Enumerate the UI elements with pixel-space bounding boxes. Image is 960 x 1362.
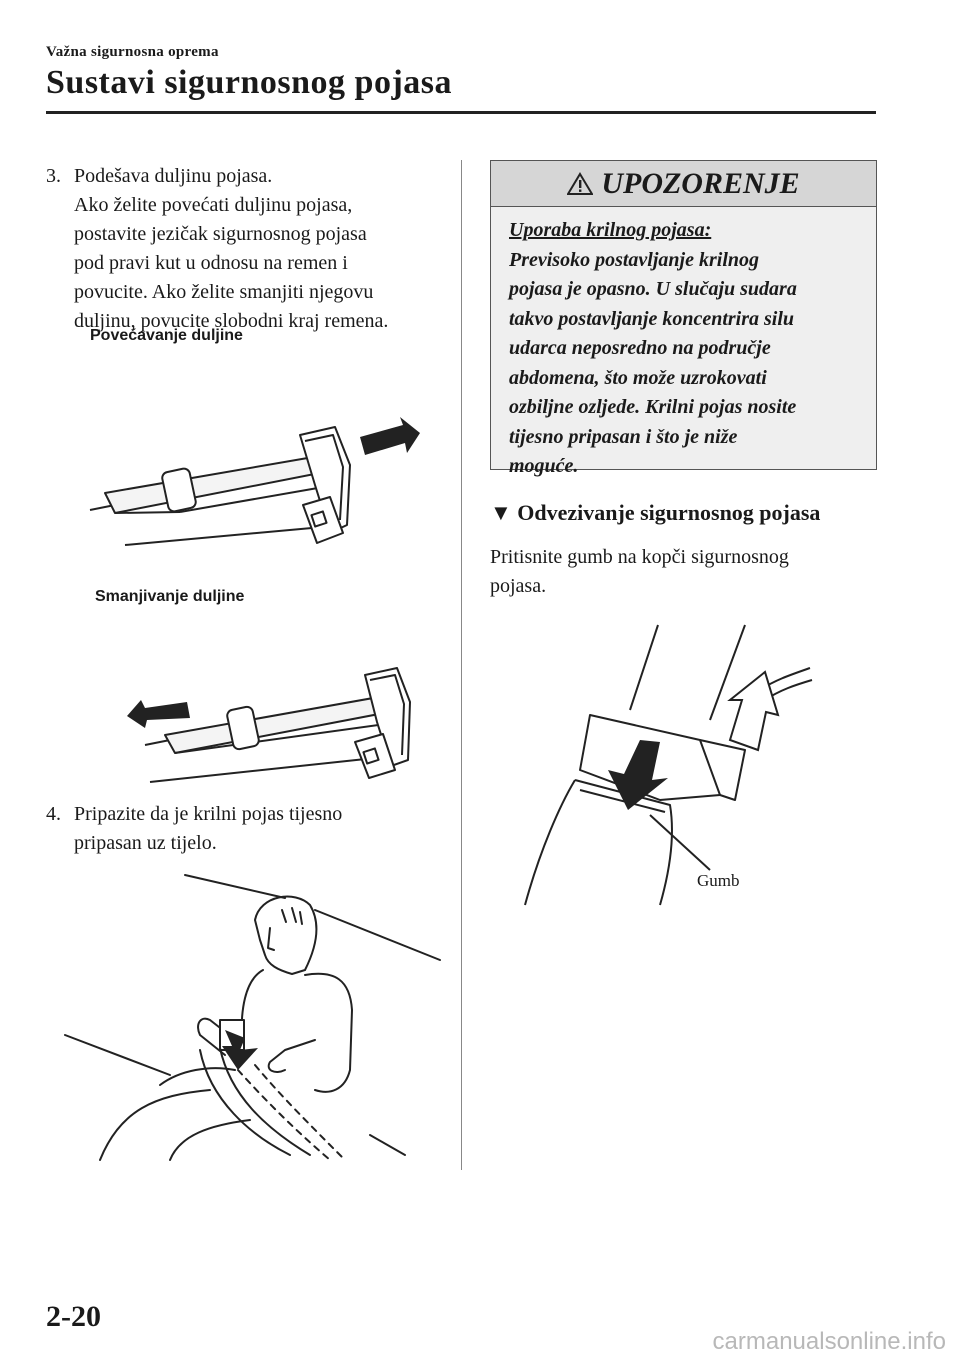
heading-marker: ▼ [490, 500, 512, 525]
belt-increase-illustration [85, 415, 430, 565]
step-text: Podešava duljinu pojasa. Ako želite povećati duljinu pojasa, postavite jezičak sigurnosnog pojasa pod pravi kut u odnosu na remen i povucite. Ako želite smanjiti njegovu duljinu, povucite slobodni kraj remena. [74, 165, 389, 332]
column-divider [461, 160, 462, 1170]
warning-triangle-icon [567, 172, 593, 196]
warning-header [491, 161, 876, 207]
watermark: carmanualsonline.info [712, 1328, 946, 1355]
step-number: 4. [46, 803, 61, 825]
figure-label-decrease: Smanjivanje duljine [95, 588, 245, 605]
page-title: Sustavi sigurnosnog pojasa [46, 64, 453, 101]
button-label: Gumb [697, 871, 740, 890]
warning-title: UPOZORENJE [601, 166, 800, 200]
step-3 [46, 162, 456, 342]
figure-label-increase: Povećavanje duljine [90, 327, 243, 344]
warning-box [490, 160, 877, 477]
belt-decrease-illustration [125, 660, 425, 790]
step-number: 3. [46, 165, 61, 187]
buckle-release-illustration [520, 620, 820, 910]
warning-text: Uporaba krilnog pojasa: Previsoko postavljanje krilnog pojasa je opasno. U slučaju sudara takvo postavljanje koncentrira silu udarca neposredno na područje abdomena, što može uzrokovati ozbiljne ozljede. Krilni pojas nosite tijesno pripasan i što je niže moguće. [509, 216, 869, 482]
warning-subtitle: Uporaba krilnog pojasa: [509, 219, 712, 241]
heading-text: Odvezivanje sigurnosnog pojasa [517, 500, 821, 525]
section-label: Važna sigurnosna oprema [46, 44, 219, 60]
step-text: Pripazite da je krilni pojas tijesno pripasan uz tijelo. [74, 803, 343, 854]
step-4 [46, 800, 456, 860]
title-rule [46, 111, 876, 114]
unbuckle-text: Pritisnite gumb na kopči sigurnosnog pojasa. [490, 546, 789, 597]
seated-person-illustration [60, 870, 450, 1170]
page-number: 2-20 [46, 1300, 101, 1333]
unbuckle-heading [490, 500, 820, 526]
